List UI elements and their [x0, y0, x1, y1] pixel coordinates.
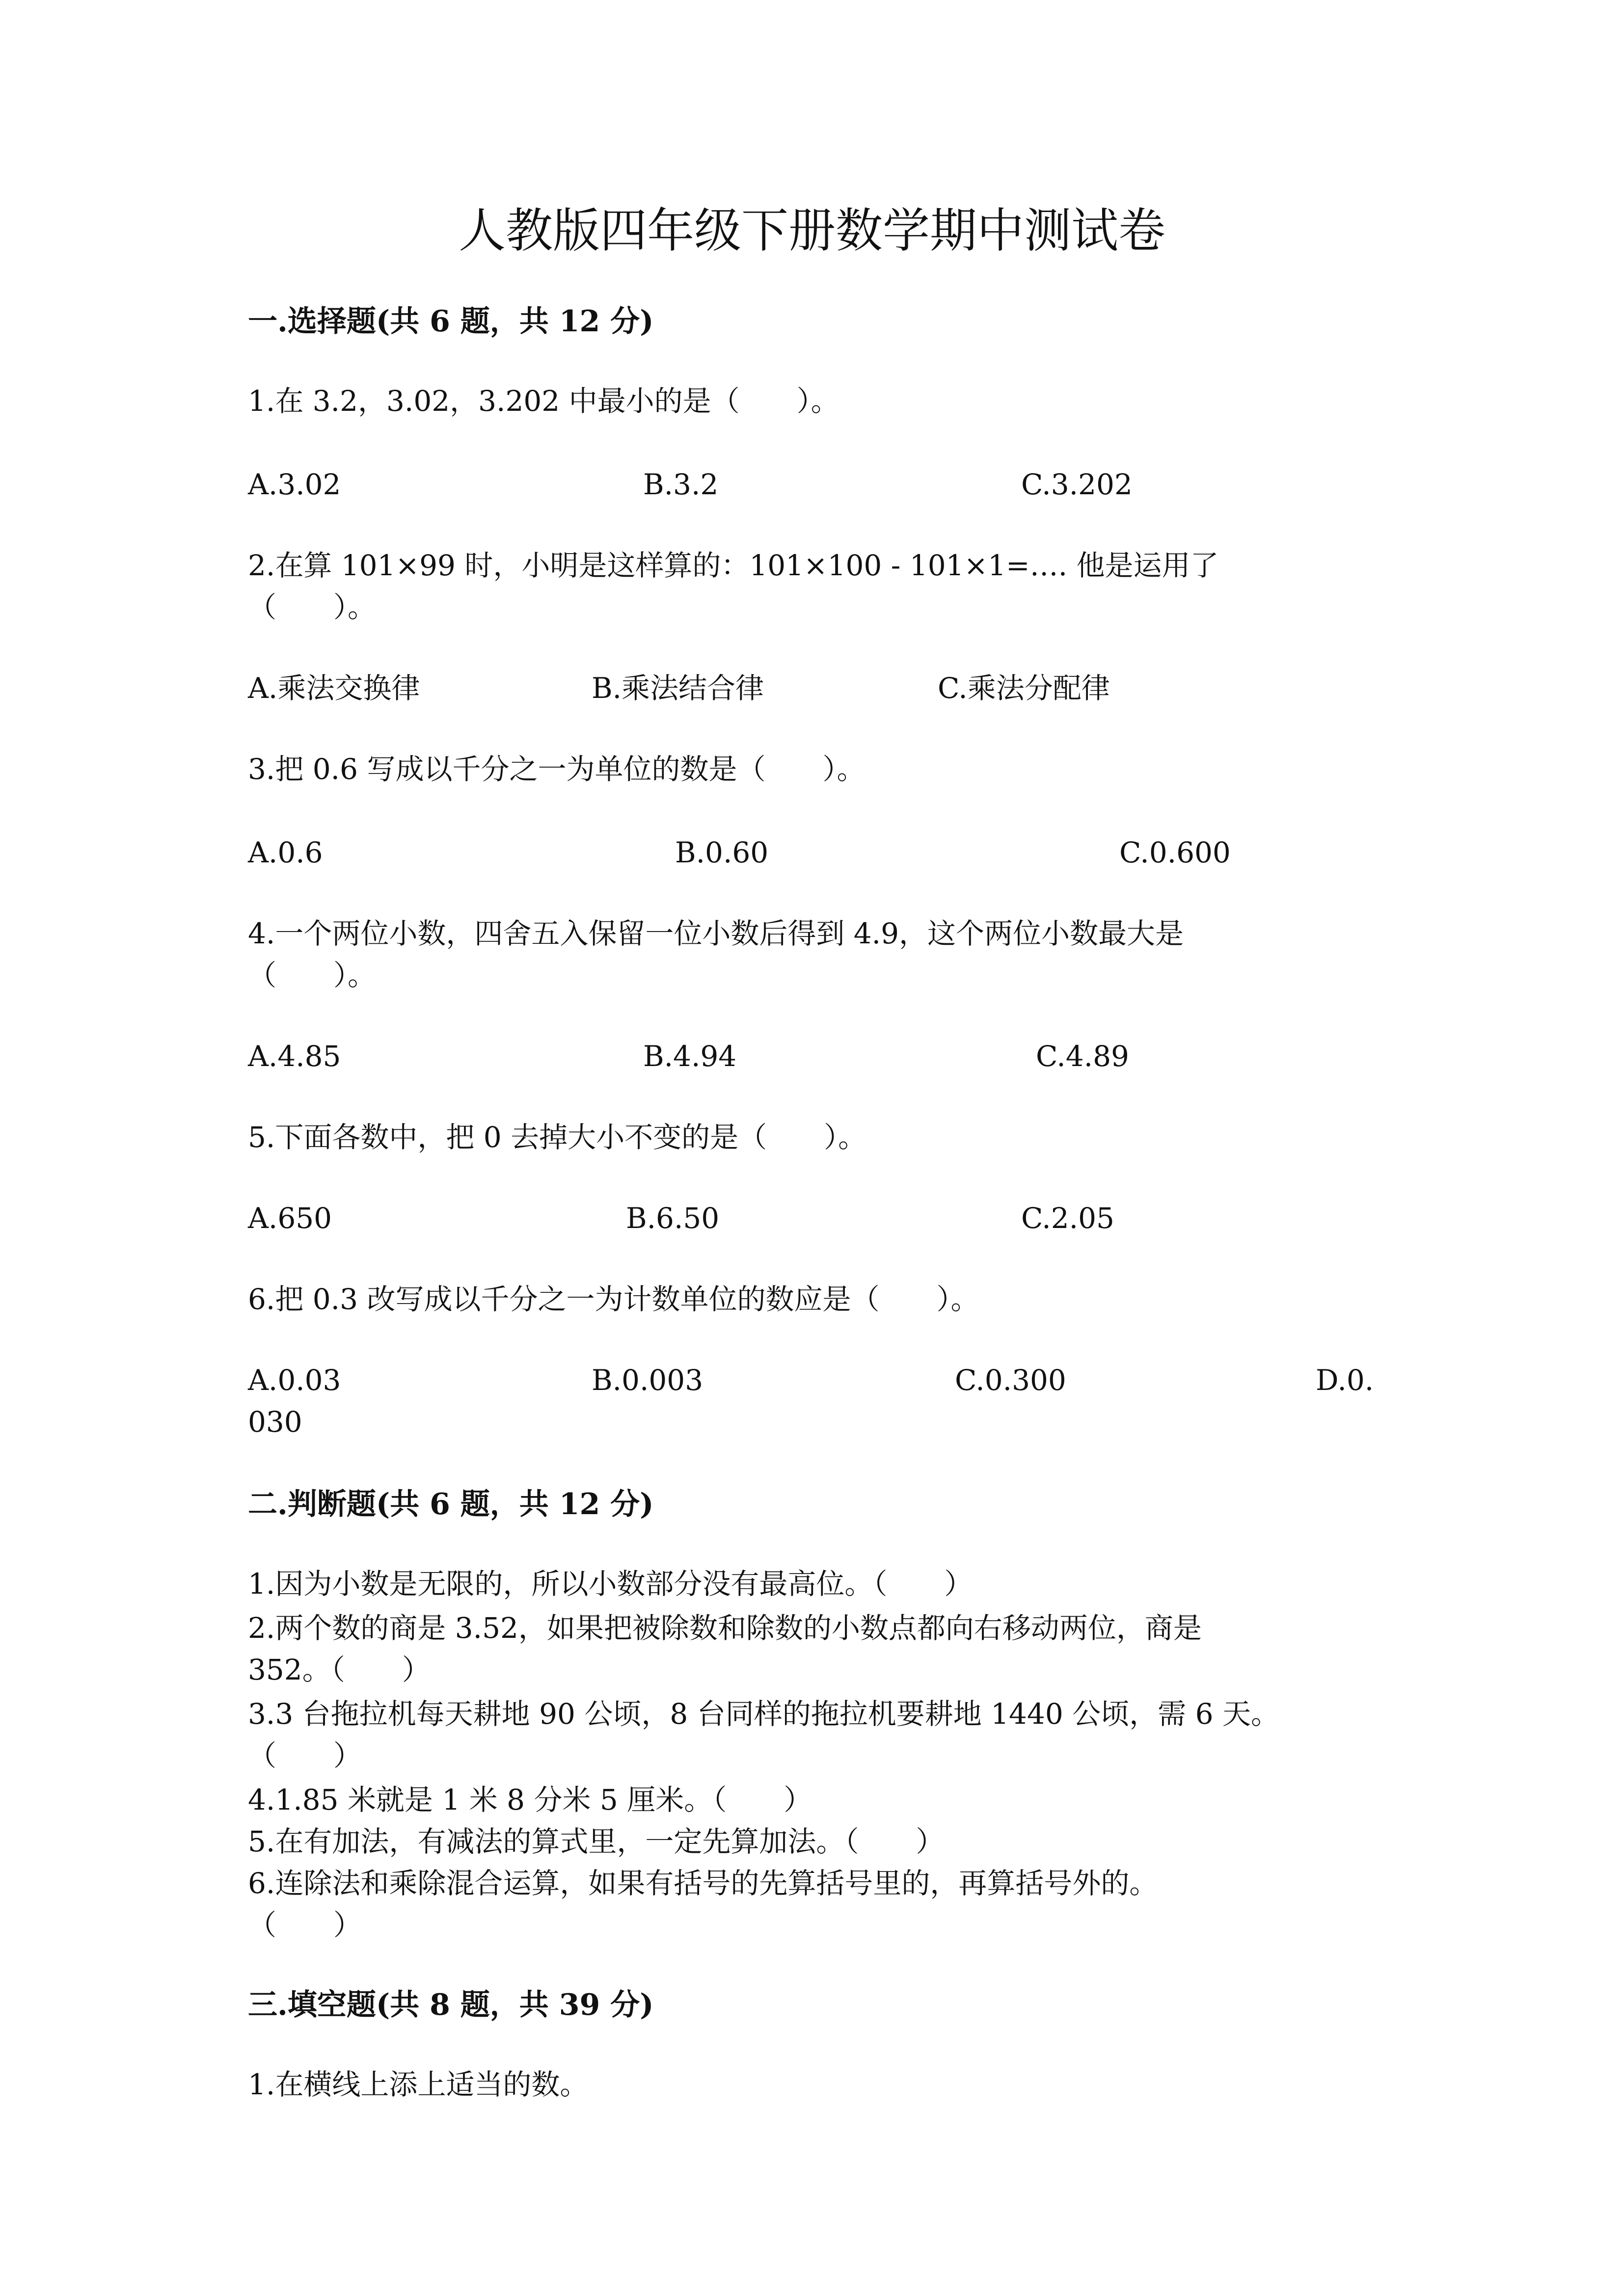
question-1-stem: 1.在 3.2，3.02，3.202 中最小的是（ ）。 — [248, 384, 839, 418]
fill-1: 1.在横线上添上适当的数。 — [248, 2068, 589, 2101]
question-6-option-b: B.0.003 — [592, 1363, 704, 1397]
section-heading-judge: 二.判断题(共 6 题，共 12 分) — [248, 1487, 654, 1522]
page-title: 人教版四年级下册数学期中测试卷 — [459, 203, 1165, 258]
question-1-option-b: B.3.2 — [643, 468, 719, 501]
question-6-option-d-cont: 030 — [248, 1405, 302, 1439]
judge-5: 5.在有加法，有减法的算式里，一定先算加法。（ ） — [248, 1825, 945, 1858]
judge-4: 4.1.85 米就是 1 米 8 分米 5 厘米。（ ） — [248, 1783, 812, 1816]
section-heading-fill: 三.填空题(共 8 题，共 39 分) — [248, 1988, 654, 2022]
question-6-option-d: D.0. — [1316, 1363, 1374, 1397]
question-2-stem: 2.在算 101×99 时，小明是这样算的：101×100 - 101×1=…. 他是运用了 — [248, 549, 1219, 582]
question-1-option-c: C.3.202 — [1021, 468, 1133, 501]
question-5-stem: 5.下面各数中，把 0 去掉大小不变的是（ ）。 — [248, 1121, 867, 1154]
question-1-option-a: A.3.02 — [248, 468, 341, 501]
judge-6: 6.连除法和乘除混合运算，如果有括号的先算括号里的，再算括号外的。 — [248, 1867, 1158, 1900]
question-3-stem: 3.把 0.6 写成以千分之一为单位的数是（ ）。 — [248, 752, 866, 786]
question-4-option-c: C.4.89 — [1036, 1040, 1129, 1073]
judge-6-cont: （ ） — [248, 1908, 362, 1942]
question-5-option-c: C.2.05 — [1021, 1201, 1114, 1235]
question-3-option-a: A.0.6 — [248, 836, 323, 869]
question-4-option-a: A.4.85 — [248, 1040, 341, 1073]
question-6-stem: 6.把 0.3 改写成以千分之一为计数单位的数应是（ ）。 — [248, 1282, 979, 1316]
question-4-stem: 4.一个两位小数，四舍五入保留一位小数后得到 4.9，这个两位小数最大是 — [248, 917, 1184, 950]
judge-2: 2.两个数的商是 3.52，如果把被除数和除数的小数点都向右移动两位，商是 — [248, 1611, 1202, 1645]
question-3-option-b: B.0.60 — [675, 836, 769, 869]
question-2-option-a: A.乘法交换律 — [248, 671, 420, 705]
question-4-stem-cont: （ ）。 — [248, 959, 377, 992]
question-2-option-b: B.乘法结合律 — [592, 671, 764, 705]
question-5-option-b: B.6.50 — [626, 1201, 720, 1235]
question-3-option-c: C.0.600 — [1119, 836, 1231, 869]
question-2-option-c: C.乘法分配律 — [938, 671, 1110, 705]
judge-1: 1.因为小数是无限的，所以小数部分没有最高位。（ ） — [248, 1567, 973, 1601]
section-heading-choice: 一.选择题(共 6 题，共 12 分) — [248, 304, 654, 339]
question-4-option-b: B.4.94 — [643, 1040, 737, 1073]
judge-3: 3.3 台拖拉机每天耕地 90 公顷，8 台同样的拖拉机要耕地 1440 公顷，需 6 天。 — [248, 1697, 1279, 1731]
question-5-option-a: A.650 — [248, 1201, 332, 1235]
question-6-option-c: C.0.300 — [955, 1363, 1066, 1397]
judge-3-cont: （ ） — [248, 1739, 362, 1772]
judge-2-cont: 352。（ ） — [248, 1653, 431, 1686]
question-2-stem-cont: （ ）。 — [248, 590, 377, 624]
question-6-option-a: A.0.03 — [248, 1363, 341, 1397]
